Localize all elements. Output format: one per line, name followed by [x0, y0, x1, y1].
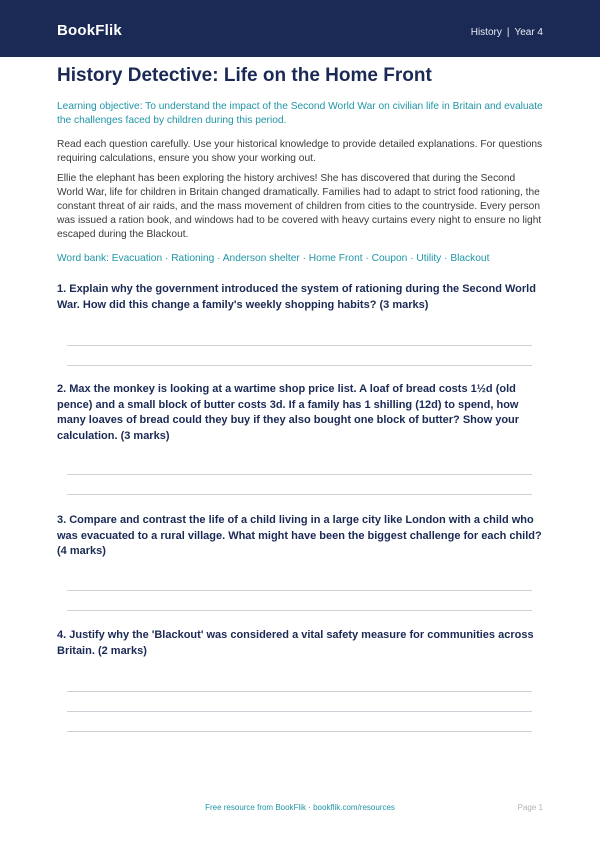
answer-line[interactable] [67, 365, 532, 366]
brand-logo[interactable]: BookFlik [57, 22, 122, 39]
answer-line[interactable] [67, 691, 532, 692]
page-number: Page 1 [517, 803, 543, 812]
question-2: 2. Max the monkey is looking at a wartime shop price list. A loaf of bread costs 1½d (old pence) and a small block of butter costs 3d. If a family has 1 shilling (12d) to spend, how many loaves of bread could they buy if they also bought one block of butter? Show your calculation. (3 marks) [57, 383, 520, 442]
page-footer [0, 802, 600, 814]
answer-line[interactable] [67, 345, 532, 346]
learning-objective: Learning objective: To understand the impact of the Second World War on civilian life in Britain and evaluate the challenges faced by children during this period. [57, 101, 543, 126]
page-title: History Detective: Life on the Home Front [57, 65, 432, 86]
answer-line[interactable] [67, 711, 532, 712]
answer-line[interactable] [67, 590, 532, 591]
footer-credit-link[interactable]: Free resource from BookFlik · bookflik.com/resources [205, 803, 395, 812]
meta-separator: | [506, 27, 510, 38]
question-1: 1. Explain why the government introduced the system of rationing during the Second World War. How did this change a family's weekly shopping habits? (3 marks) [57, 283, 536, 311]
subject-label: History [470, 27, 502, 38]
question-3: 3. Compare and contrast the life of a child living in a large city like London with a child who was evacuated to a rural village. What might have been the biggest challenge for each child? (4 marks) [57, 514, 542, 558]
answer-line[interactable] [67, 494, 532, 495]
answer-line[interactable] [67, 731, 532, 732]
question-4: 4. Justify why the 'Blackout' was considered a vital safety measure for communities across Britain. (2 marks) [57, 629, 534, 657]
year-label: Year 4 [514, 27, 543, 38]
word-bank: Word bank: Evacuation · Rationing · Anderson shelter · Home Front · Coupon · Utility · Blackout [57, 253, 490, 264]
subject-year-label [471, 27, 543, 39]
answer-line[interactable] [67, 610, 532, 611]
instructions-text: Read each question carefully. Use your historical knowledge to provide detailed explanations. For questions requiring calculations, ensure you show your working out. [57, 139, 543, 164]
story-paragraph: Ellie the elephant has been exploring the history archives! She has discovered that during the Second World War, life for children in Britain changed dramatically. Families had to adapt to strict food rationing, the constant threat of air raids, and the mass movement of children from cities to the countryside. Every person was issued a ration book, and windows had to be covered with heavy curtains every night to ensure no light escaped during the Blackout. [57, 173, 542, 240]
answer-line[interactable] [67, 474, 532, 475]
header-bar [0, 0, 600, 57]
